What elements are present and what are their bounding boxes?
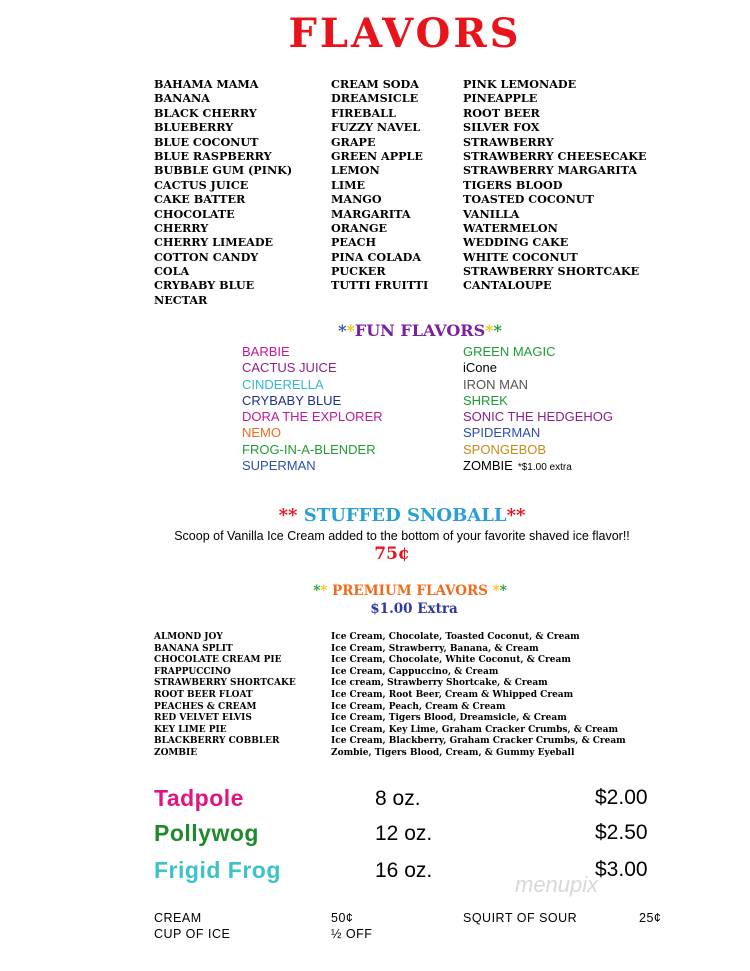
- premium-star-left-2: *: [320, 583, 328, 599]
- flavor-item: BLACK CHERRY: [154, 105, 257, 120]
- size-name: Tadpole: [154, 785, 244, 811]
- page-title: FLAVORS: [288, 10, 522, 57]
- flavor-item: COTTON CANDY: [154, 249, 259, 264]
- flavor-item: LIME: [331, 177, 366, 192]
- premium-flavors-title: PREMIUM FLAVORS: [332, 583, 488, 599]
- extra-cup-price: ½ OFF: [331, 927, 373, 941]
- flavor-item: FUZZY NAVEL: [331, 120, 421, 135]
- extra-sour-price: 25¢: [639, 911, 662, 925]
- flavor-item: BLUE COCONUT: [154, 134, 259, 149]
- premium-item-name: BLACKBERRY COBBLER: [154, 736, 280, 747]
- flavor-item: WEDDING CAKE: [463, 235, 569, 250]
- premium-item-description: Ice Cream, Tigers Blood, Dreamsicle, & Cream: [331, 713, 567, 724]
- fun-flavor-item: BARBIE: [242, 344, 290, 359]
- premium-item-name: ZOMBIE: [154, 747, 198, 758]
- flavor-item: PINEAPPLE: [463, 91, 538, 106]
- premium-item-name: CHOCOLATE CREAM PIE: [154, 655, 282, 666]
- fun-flavor-item: DORA THE EXPLORER: [242, 409, 383, 425]
- premium-item-description: Ice Cream, Cappuccino, & Cream: [331, 666, 499, 677]
- flavor-item: COLA: [154, 264, 190, 279]
- flavor-column-1: [154, 77, 292, 307]
- flavor-item: NECTAR: [154, 292, 208, 307]
- watermark: menupix: [515, 872, 599, 897]
- flavor-item: BAHAMA MAMA: [154, 77, 259, 91]
- fun-flavor-item: GREEN MAGIC: [463, 344, 556, 359]
- fun-flavor-item: CACTUS JUICE: [242, 360, 337, 376]
- flavor-item: BLUEBERRY: [154, 120, 234, 135]
- premium-item-name: FRAPPUCCINO: [154, 666, 231, 677]
- premium-item-name: KEY LIME PIE: [154, 724, 227, 735]
- flavor-item: VANILLA: [463, 206, 520, 221]
- size-price: $3.00: [595, 858, 648, 881]
- fun-flavors-heading: [0, 321, 750, 340]
- flavor-item: TOASTED COCONUT: [463, 192, 594, 207]
- flavor-item: CAKE BATTER: [154, 192, 246, 207]
- flavor-item: MARGARITA: [331, 206, 411, 221]
- size-ounces: 16 oz.: [375, 859, 433, 882]
- fun-flavors-title: FUN FLAVORS: [354, 321, 486, 340]
- flavor-item: PINA COLADA: [331, 249, 422, 264]
- flavor-item: FIREBALL: [331, 105, 396, 120]
- premium-item-name: ALMOND JOY: [154, 632, 223, 642]
- flavor-item: PINK LEMONADE: [463, 77, 577, 91]
- flavor-item: STRAWBERRY SHORTCAKE: [463, 264, 640, 279]
- fun-flavor-item: SONIC THE HEDGEHOG: [463, 409, 614, 425]
- stuffed-snoball-title: STUFFED SNOBALL: [303, 505, 507, 526]
- flavor-item: CRYBABY BLUE: [154, 278, 255, 293]
- flavor-item: SILVER FOX: [463, 120, 540, 135]
- fun-flavor-item: FROG-IN-A-BLENDER: [242, 441, 376, 457]
- fun-flavor-item: SHREK: [463, 392, 508, 408]
- premium-item-name: ROOT BEER FLOAT: [154, 689, 253, 700]
- stuffed-stars-left: **: [278, 505, 298, 526]
- flavor-item: PUCKER: [331, 264, 386, 279]
- flavor-item: STRAWBERRY MARGARITA: [463, 163, 638, 178]
- flavor-item: GRAPE: [331, 134, 376, 149]
- premium-item-description: Ice Cream, Chocolate, Toasted Coconut, & Cream: [331, 632, 580, 642]
- size-ounces: 8 oz.: [375, 787, 421, 810]
- fun-flavor-item: iCone: [463, 360, 497, 376]
- premium-extra-price: $1.00 Extra: [370, 601, 458, 617]
- star-right-2: *: [493, 321, 502, 340]
- size-ounces: 12 oz.: [375, 822, 433, 845]
- fun-flavor-item: ZOMBIE *$1.00 extra: [463, 458, 572, 474]
- flavor-item: BUBBLE GUM (PINK): [154, 163, 293, 178]
- flavor-item: TUTTI FRUITTI: [331, 278, 429, 293]
- zombie-extra-note: *$1.00 extra: [517, 462, 572, 474]
- premium-item-description: Ice Cream, Peach, Cream & Cream: [331, 701, 506, 712]
- flavor-item: CREAM SODA: [331, 77, 419, 91]
- extras-labels: [154, 910, 230, 942]
- flavor-item: ORANGE: [331, 220, 388, 235]
- flavor-item: CHERRY: [154, 220, 209, 235]
- premium-item-description: Ice Cream, Root Beer, Cream & Whipped Cream: [331, 689, 574, 700]
- flavor-column-3: [463, 77, 646, 293]
- fun-flavor-item: SUPERMAN: [242, 458, 316, 474]
- premium-item-description: Ice Cream, Strawberry, Banana, & Cream: [331, 643, 539, 654]
- flavor-item: WHITE COCONUT: [463, 249, 578, 264]
- premium-item-name: PEACHES & CREAM: [154, 701, 257, 712]
- flavor-item: TIGERS BLOOD: [463, 177, 563, 192]
- flavor-item: STRAWBERRY CHEESECAKE: [463, 148, 647, 163]
- flavor-item: DREAMSICLE: [331, 91, 419, 106]
- flavor-item: LEMON: [331, 163, 380, 178]
- premium-star-right-2: *: [499, 583, 507, 599]
- premium-star-right: *: [492, 583, 500, 599]
- fun-flavors-column-2: [463, 344, 613, 474]
- premium-item-name: BANANA SPLIT: [154, 643, 233, 654]
- flavor-item: CACTUS JUICE: [154, 177, 249, 192]
- flavor-item: CANTALOUPE: [463, 278, 552, 293]
- fun-flavor-item: CINDERELLA: [242, 376, 324, 392]
- fun-flavor-item: CRYBABY BLUE: [242, 392, 342, 408]
- stuffed-stars-right: **: [506, 505, 526, 526]
- size-price: $2.00: [595, 786, 648, 809]
- premium-item-description: Zombie, Tigers Blood, Cream, & Gummy Eyeball: [331, 747, 575, 758]
- flavor-item: PEACH: [331, 235, 377, 250]
- flavor-item: WATERMELON: [463, 220, 558, 235]
- star-left: *: [338, 321, 347, 340]
- premium-item-description: Ice Cream, Blackberry, Graham Cracker Crumbs, & Cream: [331, 736, 626, 747]
- star-right: *: [485, 321, 494, 340]
- extra-cup-label: CUP OF ICE: [154, 927, 231, 941]
- stuffed-snoball-description: Scoop of Vanilla Ice Cream added to the bottom of your favorite shaved ice flavor!!: [174, 529, 630, 543]
- flavor-item: BLUE RASPBERRY: [154, 148, 272, 163]
- stuffed-snoball-price: 75¢: [374, 544, 410, 564]
- star-left-2: *: [346, 321, 355, 340]
- flavor-item: GREEN APPLE: [331, 148, 423, 163]
- fun-flavor-item: NEMO: [242, 425, 281, 441]
- premium-item-name: RED VELVET ELVIS: [154, 713, 252, 724]
- stuffed-snoball-heading: [0, 505, 750, 526]
- fun-flavor-item: SPONGEBOB: [463, 441, 547, 457]
- premium-descriptions: [331, 632, 626, 760]
- fun-flavor-item: IRON MAN: [463, 376, 528, 392]
- fun-flavors-column-1: [242, 344, 383, 474]
- flavor-item: CHERRY LIMEADE: [154, 235, 274, 250]
- extra-cream-price: 50¢: [331, 911, 354, 925]
- extra-sour-label: SQUIRT OF SOUR: [463, 911, 578, 925]
- premium-item-name: STRAWBERRY SHORTCAKE: [154, 678, 296, 689]
- flavor-item: BANANA: [154, 91, 210, 106]
- premium-item-description: Ice cream, Strawberry Shortcake, & Cream: [331, 678, 548, 689]
- premium-names: [154, 632, 296, 760]
- flavor-item: MANGO: [331, 192, 382, 207]
- premium-star-left: *: [313, 583, 321, 599]
- premium-flavors-heading: [0, 583, 750, 599]
- premium-item-description: Ice Cream, Chocolate, White Coconut, & Cream: [331, 655, 571, 666]
- size-price: $2.50: [595, 821, 648, 844]
- size-name: Pollywog: [154, 820, 259, 846]
- premium-item-description: Ice Cream, Key Lime, Graham Cracker Crumbs, & Cream: [331, 724, 618, 735]
- size-name: Frigid Frog: [154, 857, 281, 883]
- flavor-item: ROOT BEER: [463, 105, 540, 120]
- fun-flavor-item: SPIDERMAN: [463, 425, 541, 441]
- extra-cream-label: CREAM: [154, 911, 202, 925]
- extras-prices: [331, 910, 372, 942]
- flavor-item: CHOCOLATE: [154, 206, 235, 221]
- flavor-column-2: [331, 77, 428, 293]
- flavor-item: STRAWBERRY: [463, 134, 554, 149]
